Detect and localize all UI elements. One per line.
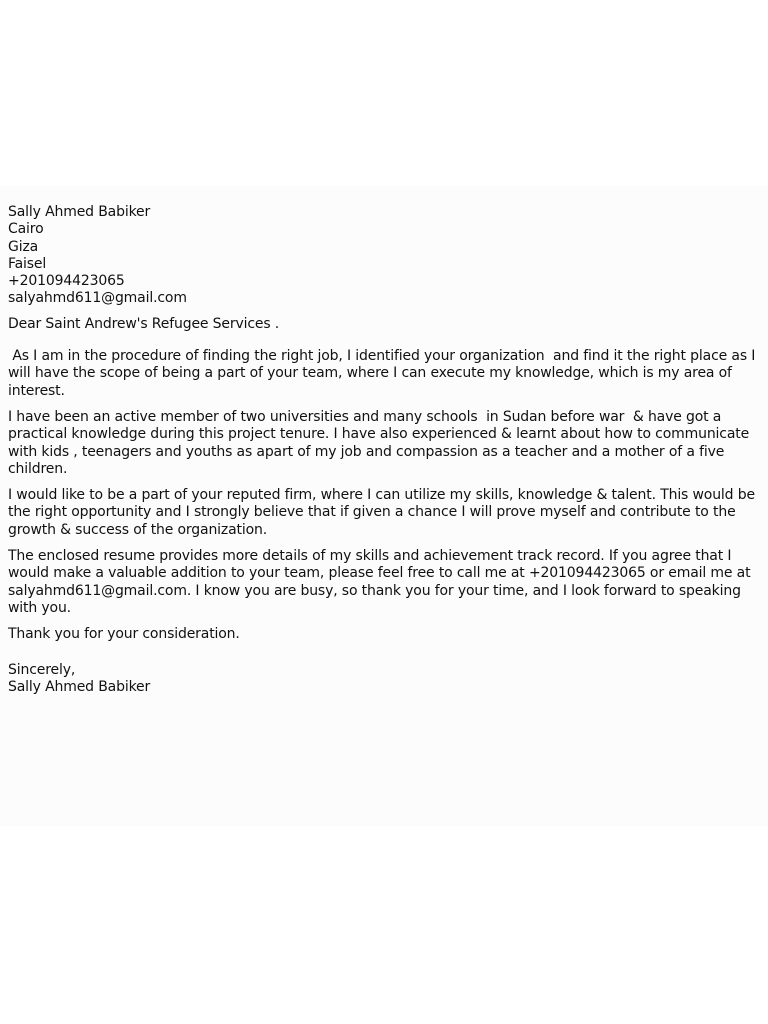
closing-block — [8, 662, 760, 697]
sender-district: Giza — [8, 238, 39, 255]
sender-city: Cairo — [8, 221, 44, 238]
signature-name: Sally Ahmed Babiker — [8, 678, 151, 695]
closing-phrase: Sincerely, — [8, 661, 76, 678]
paragraph-motivation: I would like to be a part of your reputed firm, where I can utilize my skills, knowledge & talent. This would be the right opportunity and I strongly believe that if given a chance I will prove myself and contribute to the growth & success of the organization. — [8, 487, 760, 538]
sender-name: Sally Ahmed Babiker — [8, 204, 151, 220]
sender-phone: +201094423065 — [8, 273, 125, 290]
cover-letter — [8, 204, 760, 696]
sender-email: salyahmd611@gmail.com — [8, 290, 187, 307]
sender-address-block — [8, 204, 760, 308]
salutation: Dear Saint Andrew's Refugee Services . — [8, 315, 280, 332]
sender-area: Faisel — [8, 255, 47, 272]
paragraph-experience: I have been an active member of two universities and many schools in Sudan before war & have got a practical knowledge during this project tenure. I have also experienced & learnt about how to communicate with kids , teenagers and youths as apart of my job and compassion as a teacher and a mother of a five children. — [8, 408, 754, 477]
paragraph-intro: As I am in the procedure of finding the right job, I identified your organization and find it the right place as I will have the scope of being a part of your team, where I can execute my knowledge, which is my area of interest. — [8, 348, 760, 399]
paragraph-resume: The enclosed resume provides more details of my skills and achievement track record. If you agree that I would make a valuable addition to your team, please feel free to call me at +201094423065 or email me at salyahmd611@gmail.com. I know you are busy, so thank you for your time, and I look forward to speaking with you. — [8, 548, 755, 616]
paragraph-thanks: Thank you for your consideration. — [8, 626, 240, 643]
